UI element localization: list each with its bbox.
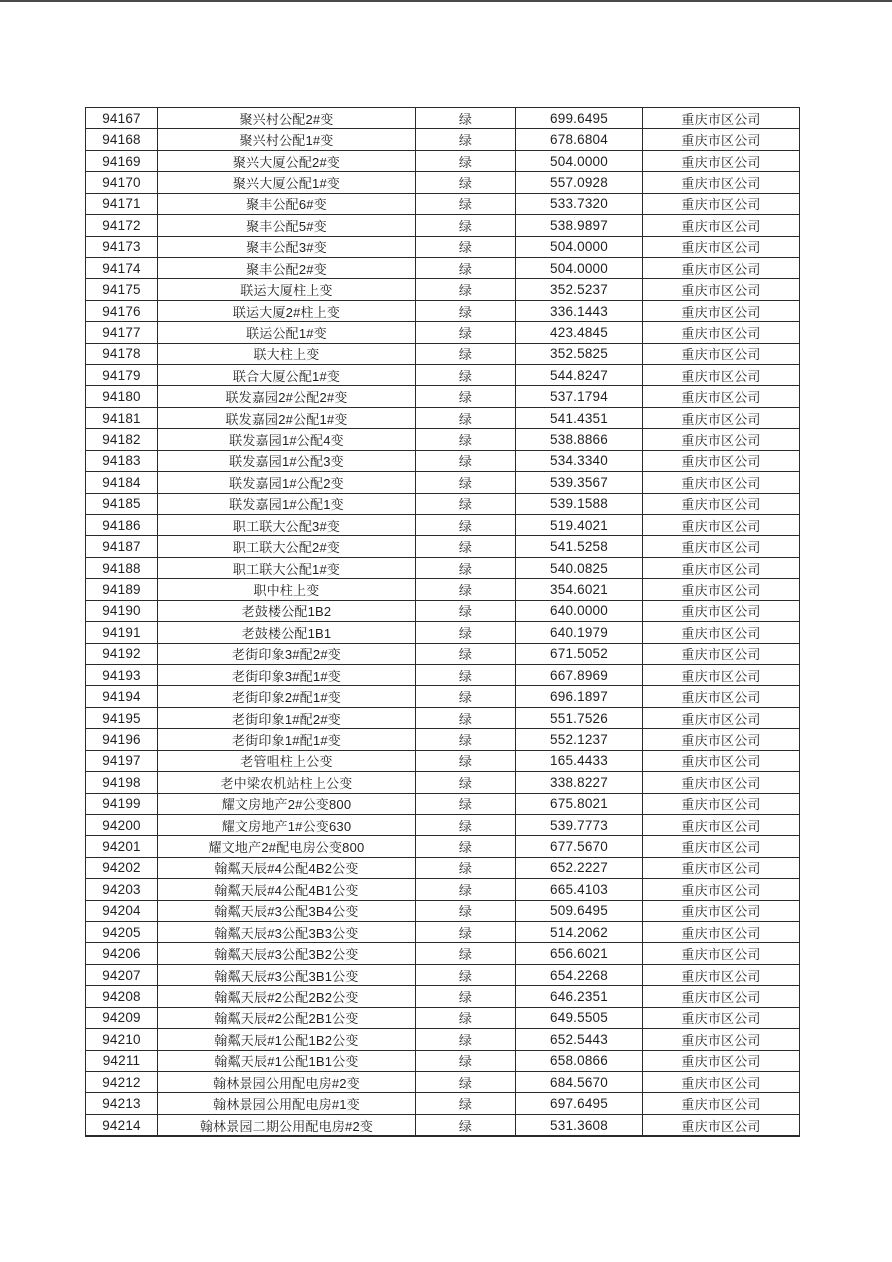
cell-name: 聚兴大厦公配1#变: [158, 172, 416, 193]
table-row: [86, 215, 800, 236]
cell-status: 绿: [416, 193, 516, 214]
table-row: [86, 108, 800, 129]
cell-value: 551.7526: [516, 707, 643, 728]
cell-name: 老街印象1#配2#变: [158, 707, 416, 728]
cell-value: 640.1979: [516, 622, 643, 643]
cell-id: 94184: [86, 472, 158, 493]
cell-name: 老中梁农机站柱上公变: [158, 772, 416, 793]
table-row: [86, 150, 800, 171]
cell-status: 绿: [416, 793, 516, 814]
cell-status: 绿: [416, 108, 516, 129]
table-row: [86, 622, 800, 643]
cell-id: 94214: [86, 1114, 158, 1136]
cell-company: 重庆市区公司: [643, 386, 800, 407]
cell-name: 联合大厦公配1#变: [158, 365, 416, 386]
cell-status: 绿: [416, 750, 516, 771]
cell-name: 职中柱上变: [158, 579, 416, 600]
cell-name: 老街印象3#配2#变: [158, 643, 416, 664]
cell-id: 94211: [86, 1050, 158, 1071]
table-row: [86, 365, 800, 386]
cell-name: 翰粼天辰#4公配4B1公变: [158, 879, 416, 900]
cell-company: 重庆市区公司: [643, 236, 800, 257]
cell-value: 352.5237: [516, 279, 643, 300]
cell-value: 538.8866: [516, 429, 643, 450]
cell-company: 重庆市区公司: [643, 836, 800, 857]
cell-status: 绿: [416, 1050, 516, 1071]
cell-company: 重庆市区公司: [643, 193, 800, 214]
cell-status: 绿: [416, 964, 516, 985]
cell-status: 绿: [416, 429, 516, 450]
cell-status: 绿: [416, 279, 516, 300]
cell-value: 649.5505: [516, 1007, 643, 1028]
table-row: [86, 279, 800, 300]
cell-name: 联大柱上变: [158, 343, 416, 364]
cell-value: 646.2351: [516, 986, 643, 1007]
records-table-container: [85, 107, 800, 1137]
cell-company: 重庆市区公司: [643, 1093, 800, 1114]
cell-id: 94180: [86, 386, 158, 407]
table-row: [86, 129, 800, 150]
cell-id: 94174: [86, 257, 158, 278]
table-row: [86, 172, 800, 193]
cell-name: 聚丰公配3#变: [158, 236, 416, 257]
cell-company: 重庆市区公司: [643, 515, 800, 536]
cell-value: 541.4351: [516, 407, 643, 428]
cell-value: 667.8969: [516, 664, 643, 685]
cell-value: 696.1897: [516, 686, 643, 707]
cell-company: 重庆市区公司: [643, 686, 800, 707]
cell-id: 94172: [86, 215, 158, 236]
cell-company: 重庆市区公司: [643, 1029, 800, 1050]
cell-status: 绿: [416, 343, 516, 364]
cell-company: 重庆市区公司: [643, 536, 800, 557]
cell-value: 671.5052: [516, 643, 643, 664]
cell-id: 94186: [86, 515, 158, 536]
cell-company: 重庆市区公司: [643, 964, 800, 985]
table-row: [86, 900, 800, 921]
cell-name: 翰粼天辰#3公配3B2公变: [158, 943, 416, 964]
cell-company: 重庆市区公司: [643, 557, 800, 578]
cell-status: 绿: [416, 707, 516, 728]
cell-name: 翰粼天辰#3公配3B4公变: [158, 900, 416, 921]
cell-id: 94169: [86, 150, 158, 171]
cell-status: 绿: [416, 643, 516, 664]
cell-company: 重庆市区公司: [643, 279, 800, 300]
cell-company: 重庆市区公司: [643, 814, 800, 835]
cell-company: 重庆市区公司: [643, 707, 800, 728]
table-row: [86, 557, 800, 578]
cell-name: 聚丰公配6#变: [158, 193, 416, 214]
cell-status: 绿: [416, 579, 516, 600]
table-row: [86, 322, 800, 343]
cell-id: 94187: [86, 536, 158, 557]
cell-status: 绿: [416, 450, 516, 471]
cell-id: 94209: [86, 1007, 158, 1028]
cell-name: 聚兴大厦公配2#变: [158, 150, 416, 171]
cell-id: 94168: [86, 129, 158, 150]
cell-company: 重庆市区公司: [643, 943, 800, 964]
cell-name: 联发嘉园1#公配3变: [158, 450, 416, 471]
table-row: [86, 814, 800, 835]
cell-id: 94179: [86, 365, 158, 386]
cell-id: 94199: [86, 793, 158, 814]
cell-name: 聚丰公配2#变: [158, 257, 416, 278]
cell-name: 翰粼天辰#2公配2B2公变: [158, 986, 416, 1007]
cell-status: 绿: [416, 172, 516, 193]
cell-id: 94177: [86, 322, 158, 343]
cell-name: 联运公配1#变: [158, 322, 416, 343]
cell-name: 联发嘉园2#公配2#变: [158, 386, 416, 407]
cell-status: 绿: [416, 300, 516, 321]
cell-name: 老街印象2#配1#变: [158, 686, 416, 707]
table-row: [86, 643, 800, 664]
cell-id: 94201: [86, 836, 158, 857]
table-row: [86, 429, 800, 450]
cell-value: 531.3608: [516, 1114, 643, 1136]
cell-company: 重庆市区公司: [643, 622, 800, 643]
cell-id: 94167: [86, 108, 158, 129]
cell-company: 重庆市区公司: [643, 172, 800, 193]
cell-status: 绿: [416, 215, 516, 236]
cell-status: 绿: [416, 836, 516, 857]
cell-value: 540.0825: [516, 557, 643, 578]
cell-company: 重庆市区公司: [643, 857, 800, 878]
cell-value: 557.0928: [516, 172, 643, 193]
cell-name: 翰粼天辰#4公配4B2公变: [158, 857, 416, 878]
cell-value: 640.0000: [516, 600, 643, 621]
cell-value: 652.5443: [516, 1029, 643, 1050]
cell-name: 耀文地产2#配电房公变800: [158, 836, 416, 857]
cell-status: 绿: [416, 515, 516, 536]
table-row: [86, 1093, 800, 1114]
table-row: [86, 407, 800, 428]
cell-name: 聚丰公配5#变: [158, 215, 416, 236]
cell-value: 504.0000: [516, 150, 643, 171]
cell-value: 165.4433: [516, 750, 643, 771]
cell-id: 94170: [86, 172, 158, 193]
cell-name: 老管咀柱上公变: [158, 750, 416, 771]
table-row: [86, 472, 800, 493]
cell-name: 联运大厦2#柱上变: [158, 300, 416, 321]
cell-value: 684.5670: [516, 1071, 643, 1092]
cell-value: 338.8227: [516, 772, 643, 793]
cell-status: 绿: [416, 857, 516, 878]
cell-id: 94192: [86, 643, 158, 664]
cell-name: 翰粼天辰#2公配2B1公变: [158, 1007, 416, 1028]
table-row: [86, 793, 800, 814]
table-row: [86, 1029, 800, 1050]
cell-id: 94200: [86, 814, 158, 835]
cell-name: 职工联大公配3#变: [158, 515, 416, 536]
cell-company: 重庆市区公司: [643, 257, 800, 278]
table-row: [86, 193, 800, 214]
cell-name: 老街印象3#配1#变: [158, 664, 416, 685]
cell-name: 联发嘉园1#公配4变: [158, 429, 416, 450]
table-row: [86, 1050, 800, 1071]
cell-value: 656.6021: [516, 943, 643, 964]
table-row: [86, 536, 800, 557]
table-row: [86, 729, 800, 750]
cell-value: 541.5258: [516, 536, 643, 557]
cell-status: 绿: [416, 772, 516, 793]
records-table: [85, 107, 800, 1137]
cell-status: 绿: [416, 150, 516, 171]
cell-status: 绿: [416, 322, 516, 343]
cell-id: 94205: [86, 922, 158, 943]
cell-value: 423.4845: [516, 322, 643, 343]
cell-value: 504.0000: [516, 257, 643, 278]
cell-id: 94195: [86, 707, 158, 728]
cell-status: 绿: [416, 365, 516, 386]
cell-value: 665.4103: [516, 879, 643, 900]
cell-company: 重庆市区公司: [643, 407, 800, 428]
table-row: [86, 236, 800, 257]
cell-company: 重庆市区公司: [643, 1007, 800, 1028]
cell-name: 聚兴村公配2#变: [158, 108, 416, 129]
cell-company: 重庆市区公司: [643, 1071, 800, 1092]
table-row: [86, 707, 800, 728]
cell-status: 绿: [416, 814, 516, 835]
cell-status: 绿: [416, 622, 516, 643]
table-row: [86, 600, 800, 621]
cell-id: 94188: [86, 557, 158, 578]
cell-company: 重庆市区公司: [643, 986, 800, 1007]
cell-value: 699.6495: [516, 108, 643, 129]
cell-status: 绿: [416, 686, 516, 707]
table-row: [86, 964, 800, 985]
cell-status: 绿: [416, 986, 516, 1007]
table-row: [86, 1071, 800, 1092]
cell-status: 绿: [416, 1093, 516, 1114]
table-row: [86, 493, 800, 514]
page-top-rule: [0, 0, 892, 2]
cell-id: 94190: [86, 600, 158, 621]
cell-name: 联运大厦柱上变: [158, 279, 416, 300]
cell-status: 绿: [416, 407, 516, 428]
cell-id: 94193: [86, 664, 158, 685]
cell-name: 老街印象1#配1#变: [158, 729, 416, 750]
cell-id: 94203: [86, 879, 158, 900]
cell-value: 552.1237: [516, 729, 643, 750]
cell-id: 94182: [86, 429, 158, 450]
cell-id: 94183: [86, 450, 158, 471]
cell-name: 联发嘉园1#公配2变: [158, 472, 416, 493]
cell-name: 翰粼天辰#3公配3B3公变: [158, 922, 416, 943]
cell-value: 678.6804: [516, 129, 643, 150]
cell-id: 94207: [86, 964, 158, 985]
cell-id: 94210: [86, 1029, 158, 1050]
cell-name: 翰林景园公用配电房#1变: [158, 1093, 416, 1114]
cell-name: 耀文房地产1#公变630: [158, 814, 416, 835]
cell-company: 重庆市区公司: [643, 900, 800, 921]
cell-id: 94181: [86, 407, 158, 428]
table-row: [86, 257, 800, 278]
cell-status: 绿: [416, 557, 516, 578]
cell-value: 504.0000: [516, 236, 643, 257]
cell-id: 94213: [86, 1093, 158, 1114]
cell-name: 联发嘉园1#公配1变: [158, 493, 416, 514]
cell-status: 绿: [416, 129, 516, 150]
cell-id: 94189: [86, 579, 158, 600]
cell-company: 重庆市区公司: [643, 772, 800, 793]
cell-company: 重庆市区公司: [643, 450, 800, 471]
cell-id: 94208: [86, 986, 158, 1007]
cell-status: 绿: [416, 922, 516, 943]
cell-company: 重庆市区公司: [643, 493, 800, 514]
cell-value: 697.6495: [516, 1093, 643, 1114]
cell-status: 绿: [416, 386, 516, 407]
cell-company: 重庆市区公司: [643, 643, 800, 664]
cell-value: 514.2062: [516, 922, 643, 943]
cell-company: 重庆市区公司: [643, 150, 800, 171]
cell-status: 绿: [416, 236, 516, 257]
table-row: [86, 343, 800, 364]
cell-company: 重庆市区公司: [643, 108, 800, 129]
cell-value: 336.1443: [516, 300, 643, 321]
cell-status: 绿: [416, 536, 516, 557]
table-row: [86, 300, 800, 321]
table-row: [86, 943, 800, 964]
cell-company: 重庆市区公司: [643, 1050, 800, 1071]
cell-company: 重庆市区公司: [643, 300, 800, 321]
cell-id: 94206: [86, 943, 158, 964]
table-row: [86, 450, 800, 471]
cell-value: 352.5825: [516, 343, 643, 364]
cell-id: 94176: [86, 300, 158, 321]
cell-id: 94212: [86, 1071, 158, 1092]
cell-name: 翰粼天辰#3公配3B1公变: [158, 964, 416, 985]
table-row: [86, 386, 800, 407]
cell-value: 519.4021: [516, 515, 643, 536]
table-body: [86, 108, 800, 1137]
cell-status: 绿: [416, 1071, 516, 1092]
cell-company: 重庆市区公司: [643, 750, 800, 771]
cell-status: 绿: [416, 1114, 516, 1136]
cell-name: 翰林景园公用配电房#2变: [158, 1071, 416, 1092]
cell-value: 534.3340: [516, 450, 643, 471]
cell-status: 绿: [416, 1007, 516, 1028]
cell-status: 绿: [416, 879, 516, 900]
cell-status: 绿: [416, 1029, 516, 1050]
cell-company: 重庆市区公司: [643, 922, 800, 943]
cell-value: 537.1794: [516, 386, 643, 407]
table-row: [86, 750, 800, 771]
cell-id: 94171: [86, 193, 158, 214]
cell-value: 677.5670: [516, 836, 643, 857]
cell-status: 绿: [416, 943, 516, 964]
cell-status: 绿: [416, 257, 516, 278]
cell-id: 94194: [86, 686, 158, 707]
cell-company: 重庆市区公司: [643, 365, 800, 386]
cell-company: 重庆市区公司: [643, 579, 800, 600]
cell-value: 675.8021: [516, 793, 643, 814]
table-row: [86, 664, 800, 685]
table-row: [86, 1114, 800, 1136]
cell-value: 354.6021: [516, 579, 643, 600]
cell-name: 耀文房地产2#公变800: [158, 793, 416, 814]
cell-status: 绿: [416, 472, 516, 493]
cell-company: 重庆市区公司: [643, 1114, 800, 1136]
cell-value: 544.8247: [516, 365, 643, 386]
cell-value: 654.2268: [516, 964, 643, 985]
cell-company: 重庆市区公司: [643, 429, 800, 450]
table-row: [86, 1007, 800, 1028]
cell-name: 聚兴村公配1#变: [158, 129, 416, 150]
table-row: [86, 686, 800, 707]
cell-name: 翰粼天辰#1公配1B1公变: [158, 1050, 416, 1071]
cell-id: 94173: [86, 236, 158, 257]
cell-id: 94198: [86, 772, 158, 793]
cell-id: 94197: [86, 750, 158, 771]
cell-value: 658.0866: [516, 1050, 643, 1071]
table-row: [86, 922, 800, 943]
table-row: [86, 772, 800, 793]
cell-company: 重庆市区公司: [643, 343, 800, 364]
cell-status: 绿: [416, 900, 516, 921]
cell-status: 绿: [416, 493, 516, 514]
cell-company: 重庆市区公司: [643, 664, 800, 685]
cell-id: 94204: [86, 900, 158, 921]
cell-id: 94178: [86, 343, 158, 364]
cell-status: 绿: [416, 729, 516, 750]
table-row: [86, 515, 800, 536]
cell-value: 509.6495: [516, 900, 643, 921]
table-row: [86, 579, 800, 600]
table-row: [86, 986, 800, 1007]
cell-value: 539.7773: [516, 814, 643, 835]
cell-name: 翰林景园二期公用配电房#2变: [158, 1114, 416, 1136]
table-row: [86, 857, 800, 878]
cell-company: 重庆市区公司: [643, 215, 800, 236]
cell-company: 重庆市区公司: [643, 793, 800, 814]
cell-name: 老鼓楼公配1B2: [158, 600, 416, 621]
cell-value: 538.9897: [516, 215, 643, 236]
cell-id: 94202: [86, 857, 158, 878]
cell-company: 重庆市区公司: [643, 472, 800, 493]
table-row: [86, 836, 800, 857]
cell-id: 94175: [86, 279, 158, 300]
cell-name: 职工联大公配2#变: [158, 536, 416, 557]
cell-company: 重庆市区公司: [643, 322, 800, 343]
cell-name: 老鼓楼公配1B1: [158, 622, 416, 643]
cell-company: 重庆市区公司: [643, 879, 800, 900]
cell-company: 重庆市区公司: [643, 129, 800, 150]
cell-value: 533.7320: [516, 193, 643, 214]
cell-company: 重庆市区公司: [643, 600, 800, 621]
cell-name: 职工联大公配1#变: [158, 557, 416, 578]
table-row: [86, 879, 800, 900]
cell-id: 94196: [86, 729, 158, 750]
cell-name: 翰粼天辰#1公配1B2公变: [158, 1029, 416, 1050]
cell-status: 绿: [416, 664, 516, 685]
cell-company: 重庆市区公司: [643, 729, 800, 750]
cell-status: 绿: [416, 600, 516, 621]
cell-value: 652.2227: [516, 857, 643, 878]
cell-id: 94185: [86, 493, 158, 514]
cell-name: 联发嘉园2#公配1#变: [158, 407, 416, 428]
cell-value: 539.3567: [516, 472, 643, 493]
cell-value: 539.1588: [516, 493, 643, 514]
cell-id: 94191: [86, 622, 158, 643]
